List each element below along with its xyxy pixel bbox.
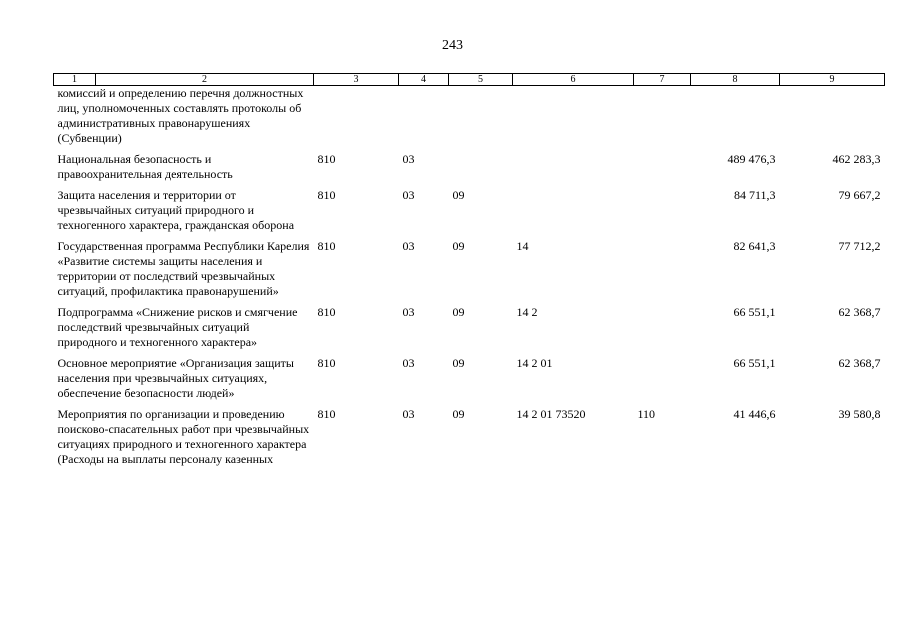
row-target-article: [513, 146, 634, 182]
row-section-code: 03: [402, 407, 415, 421]
row-expense-type: [634, 299, 691, 350]
row-amount-1: 41 446,6: [733, 407, 776, 421]
row-amount-1: 84 711,3: [733, 188, 776, 202]
table-row: [54, 146, 885, 182]
row-amount-2: 62 368,7: [838, 305, 881, 319]
col-header-1: 1: [54, 74, 96, 86]
row-amount-2: 79 667,2: [838, 188, 881, 202]
row-expense-type: [634, 146, 691, 182]
row-target-article: [513, 86, 634, 147]
row-subsection-code: 09: [452, 305, 465, 319]
row-subsection-code: 09: [452, 356, 465, 370]
row-target-article: 14 2 01 73520: [516, 407, 586, 421]
row-ministry-code: 810: [317, 356, 336, 370]
col-header-7: 7: [634, 74, 691, 86]
row-expense-type: [634, 233, 691, 299]
row-subsection-code: 09: [452, 239, 465, 253]
col-header-2: 2: [96, 74, 314, 86]
row-target-article: 14 2: [516, 305, 538, 319]
row-subsection-code: [449, 86, 513, 147]
header-row: [54, 74, 885, 86]
row-amount-1: 489 476,3: [727, 152, 776, 166]
row-target-article: 14 2 01: [516, 356, 553, 370]
row-ministry-code: 810: [317, 239, 336, 253]
row-name: Мероприятия по организации и проведению поисково-спасательных работ при чрезвычайных ситуациях природного и техногенного характера (Расходы на выплаты персоналу казенных: [57, 407, 310, 466]
row-amount-1: 66 551,1: [733, 356, 776, 370]
row-section-code: [399, 86, 449, 147]
table-row: [54, 299, 885, 350]
row-section-code: 03: [402, 188, 415, 202]
row-amount-1: 82 641,3: [733, 239, 776, 253]
row-section-code: 03: [402, 239, 415, 253]
row-amount-1: 66 551,1: [733, 305, 776, 319]
col-header-3: 3: [314, 74, 399, 86]
row-amount-2: 77 712,2: [838, 239, 881, 253]
col-header-6: 6: [513, 74, 634, 86]
table-row: [54, 86, 885, 147]
row-subsection-code: 09: [452, 188, 465, 202]
row-expense-type: [634, 182, 691, 233]
row-amount-2: 39 580,8: [838, 407, 881, 421]
row-ministry-code: 810: [317, 188, 336, 202]
table-row: [54, 233, 885, 299]
row-name: Подпрограмма «Снижение рисков и смягчение последствий чрезвычайных ситуаций природного и техногенного характера»: [57, 305, 298, 349]
row-ministry-code: 810: [317, 407, 336, 421]
row-section-code: 03: [402, 356, 415, 370]
col-header-8: 8: [691, 74, 780, 86]
row-amount-2: [780, 86, 885, 147]
table-row: [54, 182, 885, 233]
budget-table: [53, 73, 885, 467]
row-name: Государственная программа Республики Карелия «Развитие системы защиты населения и территории от последствий чрезвычайных ситуаций, профилактика правонарушений»: [57, 239, 310, 298]
row-expense-type: [634, 350, 691, 401]
row-ministry-code: 810: [317, 152, 336, 166]
row-subsection-code: 09: [452, 407, 465, 421]
col-header-9: 9: [780, 74, 885, 86]
row-ministry-code: 810: [317, 305, 336, 319]
page-number: 243: [442, 38, 463, 53]
col-header-5: 5: [449, 74, 513, 86]
row-ministry-code: [314, 86, 399, 147]
row-name: Защита населения и территории от чрезвычайных ситуаций природного и техногенного характера, гражданская оборона: [57, 188, 295, 232]
row-amount-1: [691, 86, 780, 147]
row-name: Национальная безопасность и правоохранительная деятельность: [57, 152, 233, 181]
row-expense-type: [634, 86, 691, 147]
row-expense-type: 110: [637, 407, 656, 421]
row-target-article: 14: [516, 239, 529, 253]
table-row: [54, 350, 885, 401]
row-subsection-code: [449, 146, 513, 182]
row-name: Основное мероприятие «Организация защиты населения при чрезвычайных ситуациях, обеспечение безопасности людей»: [57, 356, 294, 400]
table-row: [54, 401, 885, 467]
row-section-code: 03: [402, 305, 415, 319]
row-name: комиссий и определению перечня должностных лиц, уполномоченных составлять протоколы об административных правонарушениях (Субвенции): [57, 86, 304, 145]
row-section-code: 03: [402, 152, 415, 166]
row-target-article: [513, 182, 634, 233]
col-header-4: 4: [399, 74, 449, 86]
row-amount-2: 62 368,7: [838, 356, 881, 370]
row-amount-2: 462 283,3: [832, 152, 881, 166]
